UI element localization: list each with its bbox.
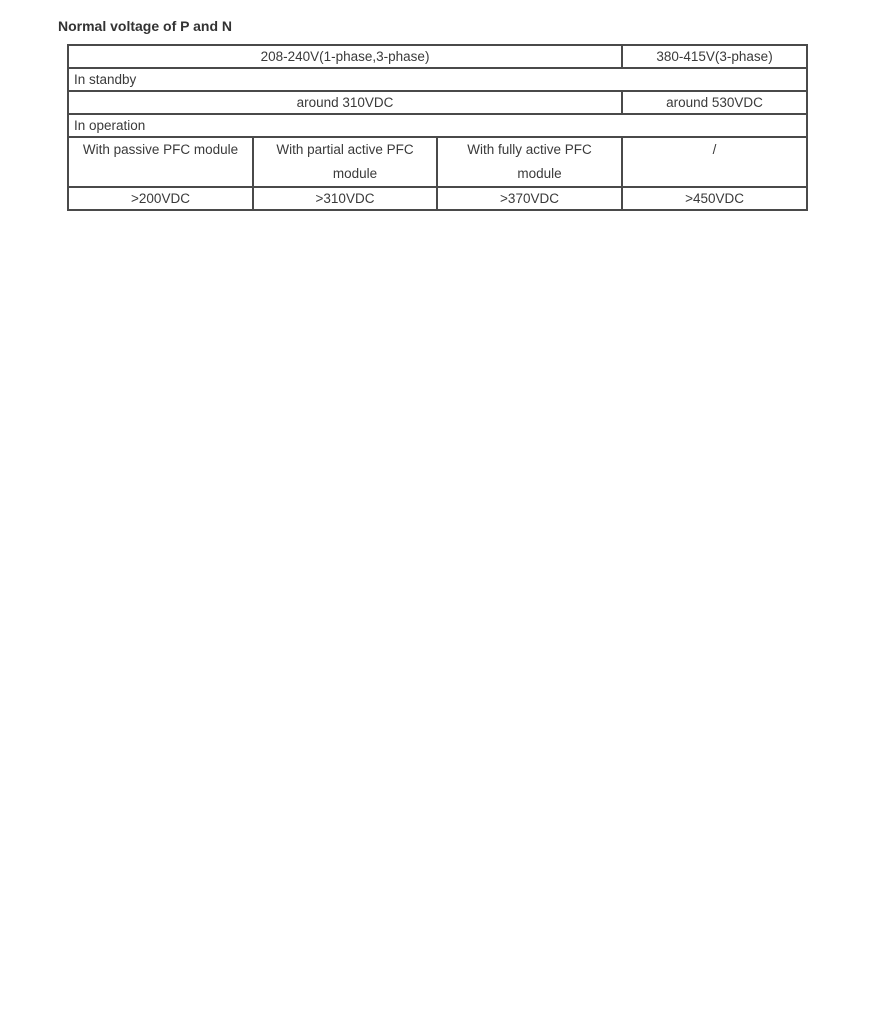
- partial-pfc-header-cell: [253, 137, 437, 187]
- partial-pfc-value-cell: >310VDC: [253, 187, 437, 210]
- high-voltage-value-cell: >450VDC: [622, 187, 807, 210]
- fully-pfc-value-cell: >370VDC: [437, 187, 622, 210]
- passive-pfc-value-cell: >200VDC: [68, 187, 253, 210]
- high-voltage-header-cell: [622, 137, 807, 187]
- voltage-table: [67, 44, 808, 211]
- high-voltage-header-text: /: [712, 142, 717, 157]
- table-row: [68, 91, 807, 114]
- operation-section-label: In operation: [68, 114, 807, 137]
- partial-pfc-header-line1: With partial active PFC: [276, 142, 414, 157]
- table-row: [68, 187, 807, 210]
- standby-section-label: In standby: [68, 68, 807, 91]
- table-row: [68, 114, 807, 137]
- section-title: Normal voltage of P and N: [58, 18, 232, 34]
- partial-pfc-header-line2: module: [332, 166, 378, 181]
- fully-pfc-header-line2: module: [517, 166, 562, 181]
- table-row: [68, 45, 807, 68]
- passive-pfc-header-text: With passive PFC module: [82, 142, 239, 157]
- passive-pfc-header-cell: [68, 137, 253, 187]
- fully-pfc-header-cell: [437, 137, 622, 187]
- standby-low-voltage-cell: around 310VDC: [68, 91, 622, 114]
- standby-high-voltage-cell: around 530VDC: [622, 91, 807, 114]
- table-row: [68, 137, 807, 187]
- header-high-voltage-cell: 380-415V(3-phase): [622, 45, 807, 68]
- fully-pfc-header-line1: With fully active PFC: [467, 142, 592, 157]
- header-low-voltage-cell: 208-240V(1-phase,3-phase): [68, 45, 622, 68]
- table-row: [68, 68, 807, 91]
